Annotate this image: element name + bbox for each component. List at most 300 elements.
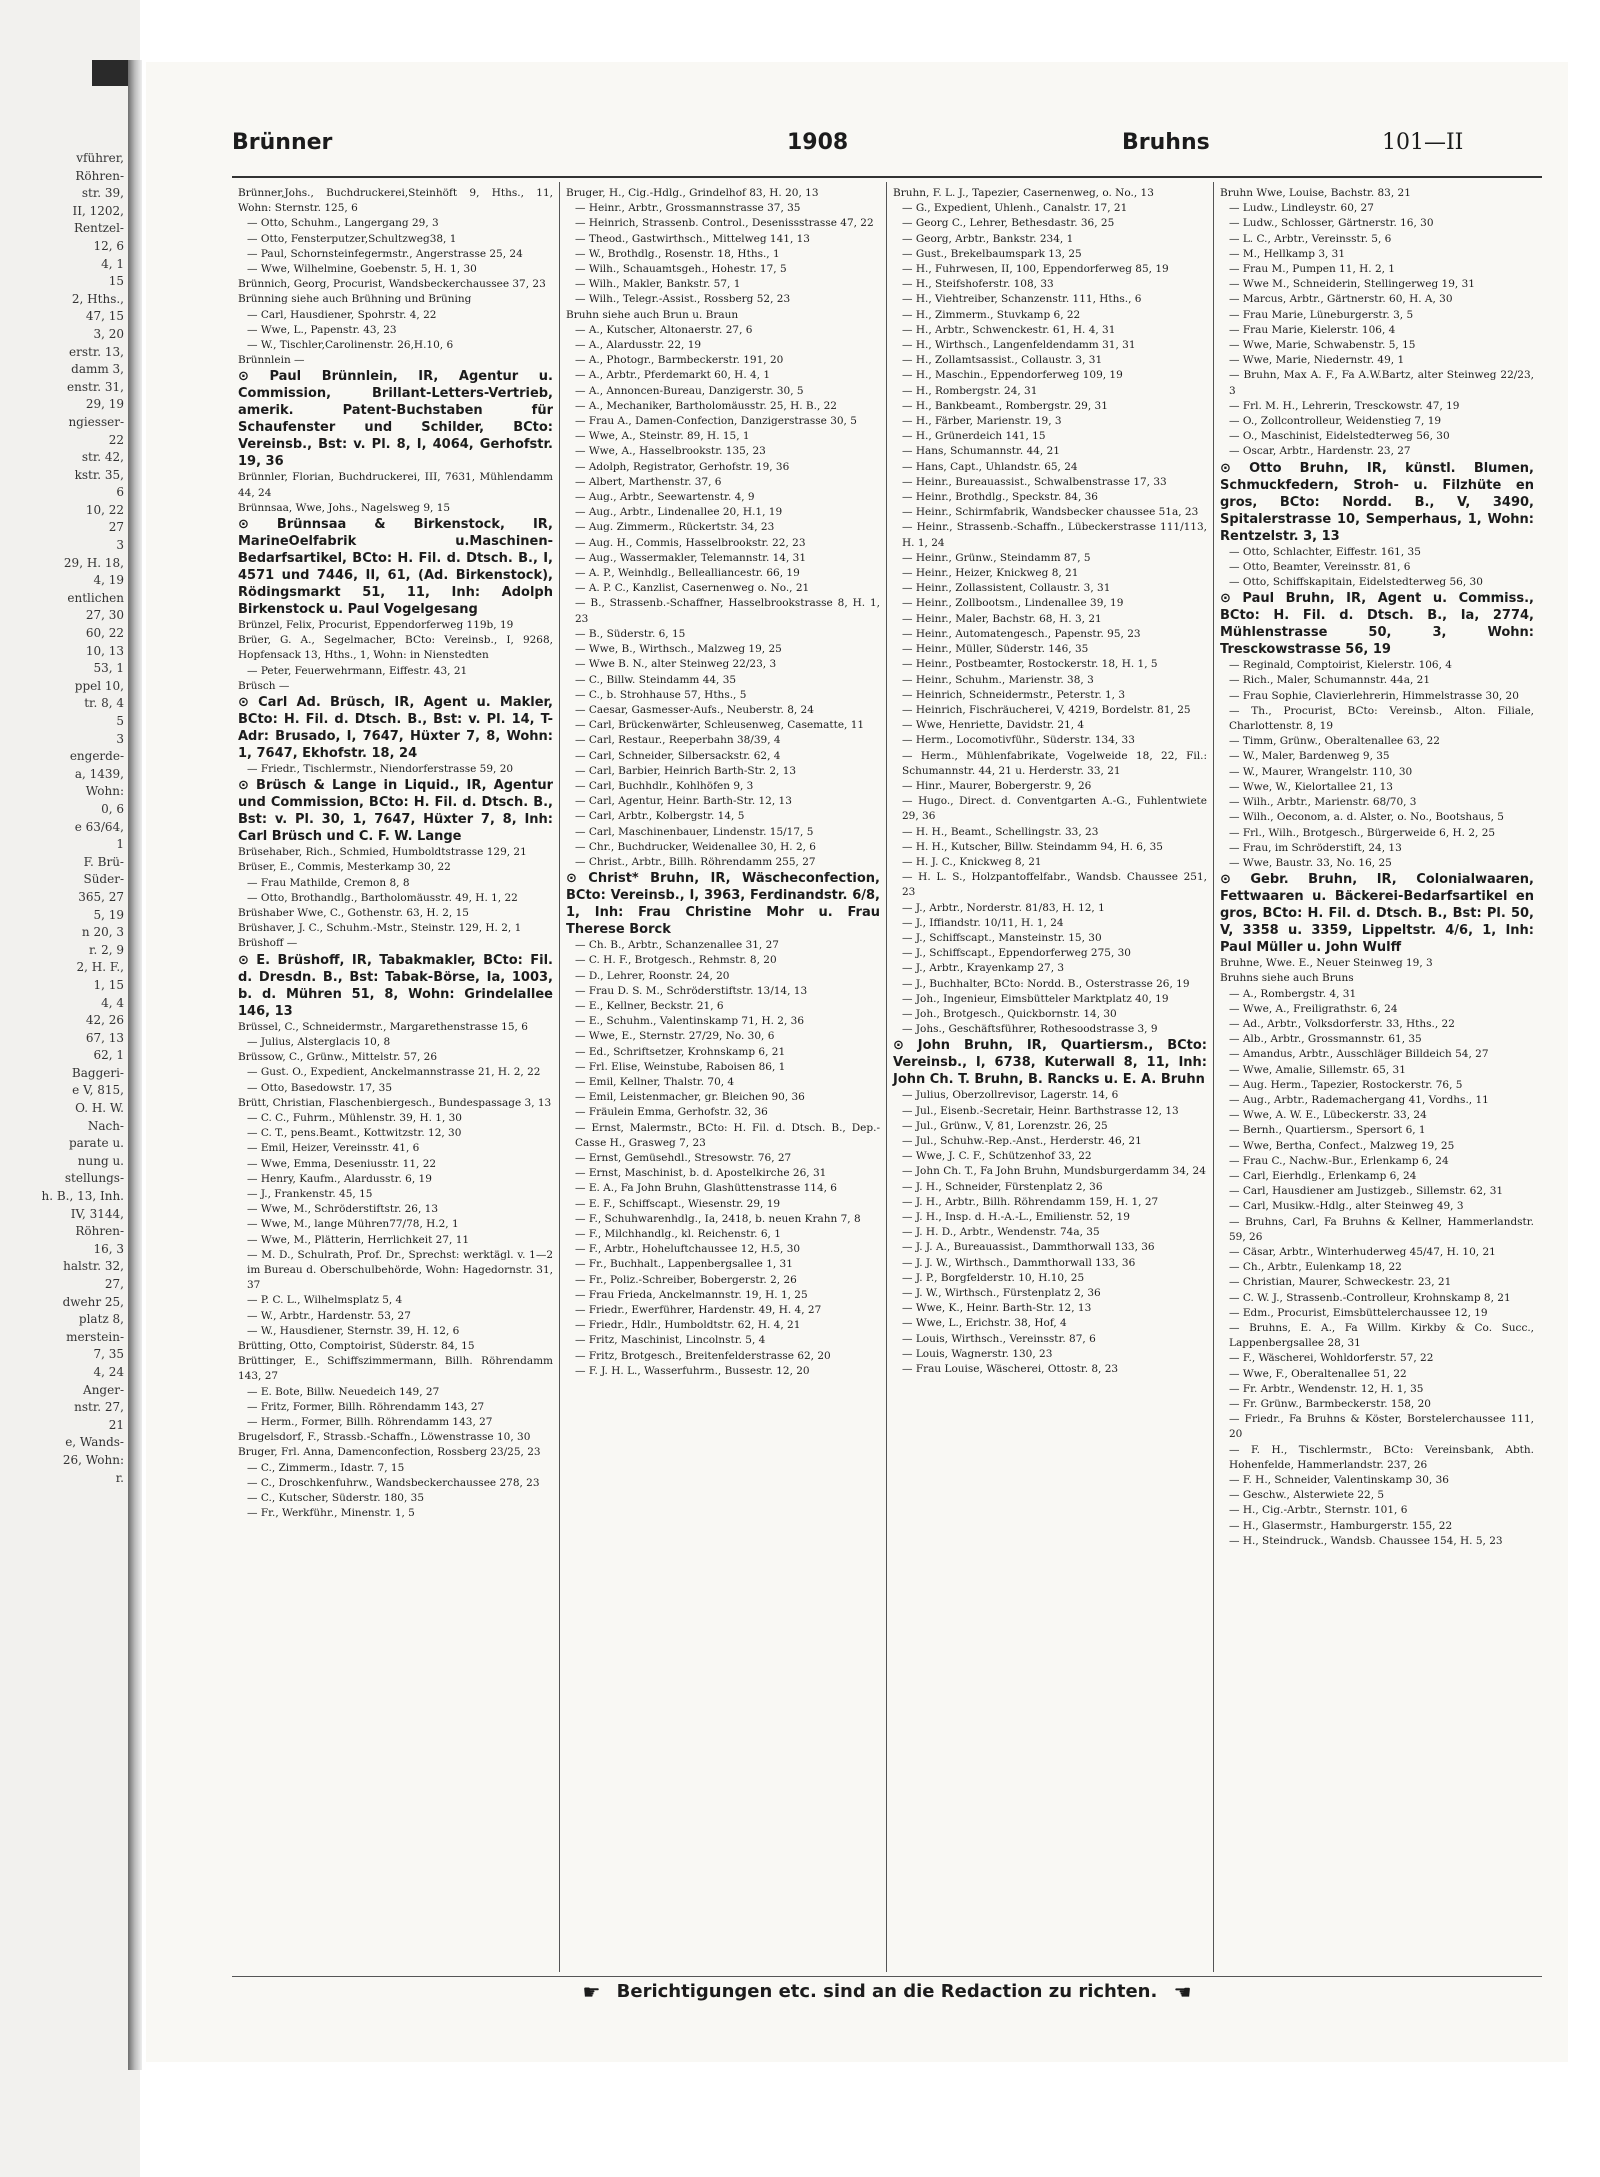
fragment-line: Röhren- bbox=[75, 1224, 124, 1239]
directory-entry: — Gust., Brekelbaumspark 13, 25 bbox=[902, 247, 1082, 260]
directory-entry: — J., Buchhalter, BCto: Nordd. B., Osterstrasse 26, 19 bbox=[902, 977, 1190, 990]
directory-entry: Bruhn Wwe, Louise, Bachstr. 83, 21 bbox=[1220, 187, 1411, 199]
directory-entry: — Carl, Brückenwärter, Schleusenweg, Casematte, 11 bbox=[575, 719, 865, 732]
directory-entry: — A. P. C., Kanzlist, Casernenweg o. No., 21 bbox=[575, 582, 810, 595]
directory-entry: Bruger, H., Cig.-Hdlg., Grindelhof 83, H. 20, 13 bbox=[566, 187, 819, 199]
directory-entry: — H., Grünerdeich 141, 15 bbox=[902, 430, 1046, 443]
directory-entry: — Wwe, Amalie, Sillemstr. 65, 31 bbox=[1229, 1063, 1406, 1076]
directory-entry: — C., b. Strohhause 57, Hths., 5 bbox=[575, 688, 747, 701]
directory-entry: — Heinr., Strassenb.-Schaffn., Lübeckerstrasse 111/113, H. 1, 24 bbox=[902, 521, 1207, 549]
fragment-line: dwehr 25, bbox=[62, 1294, 124, 1309]
directory-entry: Brütt, Christian, Flaschenbiergesch., Bundespassage 3, 13 bbox=[238, 1096, 552, 1109]
directory-entry: Brüttinger, E., Schiffszimmermann, Billh. Röhrendamm 143, 27 bbox=[238, 1355, 553, 1383]
directory-entry: — Fr. Grünw., Barmbeckerstr. 158, 20 bbox=[1229, 1398, 1431, 1410]
fragment-line: 26, Wohn: bbox=[62, 1452, 124, 1467]
directory-entry: — Emil, Leistenmacher, gr. Bleichen 90, 36 bbox=[575, 1091, 805, 1104]
directory-entry: — Wwe, L., Erichstr. 38, Hof, 4 bbox=[902, 1317, 1067, 1330]
directory-entry: — H., Glasermstr., Hamburgerstr. 155, 22 bbox=[1229, 1519, 1453, 1532]
fragment-line: 12, 6 bbox=[93, 238, 124, 253]
directory-entry: — H. J. C., Knickweg 8, 21 bbox=[902, 855, 1042, 868]
directory-entry: — Wwe B. N., alter Steinweg 22/23, 3 bbox=[575, 658, 777, 671]
fragment-line: 10, 13 bbox=[85, 643, 124, 658]
directory-entry: — Wwe, J. C. F., Schützenhof 33, 22 bbox=[902, 1150, 1092, 1163]
fragment-line: nstr. 27, bbox=[74, 1400, 124, 1415]
directory-entry: — Jul., Grünw., V, 81, Lorenzstr. 26, 25 bbox=[902, 1119, 1108, 1132]
directory-entry: Brüsehaber, Rich., Schmied, Humboldtstrasse 129, 21 bbox=[238, 846, 527, 859]
directory-entry: — Heinr., Grünw., Steindamm 87, 5 bbox=[902, 551, 1091, 564]
directory-entry: — J., Arbtr., Norderstr. 81/83, H. 12, 1 bbox=[902, 901, 1105, 914]
directory-entry: — Frau M., Pumpen 11, H. 2, 1 bbox=[1229, 263, 1395, 276]
directory-entry: — Wwe, A., Steinstr. 89, H. 15, 1 bbox=[575, 430, 750, 443]
directory-entry: — Wilh., Oeconom, a. d. Alster, o. No., Bootshaus, 5 bbox=[1229, 811, 1504, 824]
directory-entry: ⊙ E. Brüshoff, IR, Tabakmakler, BCto: Fil. d. Dresdn. B., Bst: Tabak-Börse, Ia, 1003, b. d. Mühren 51, 8, Wohn: Grindelallee 146, 13 bbox=[238, 952, 553, 1019]
fragment-line: Baggeri- bbox=[71, 1065, 124, 1080]
fragment-line: 67, 13 bbox=[85, 1030, 124, 1045]
pointing-hand-right-icon: ☚ bbox=[1173, 1980, 1192, 2004]
directory-entry: — Carl, Hausdiener am Justizgeb., Sillemstr. 62, 31 bbox=[1229, 1185, 1504, 1198]
directory-entry: Brüshaber Wwe, C., Gothenstr. 63, H. 2, 15 bbox=[238, 907, 469, 920]
directory-entry: — Friedr., Fa Bruhns & Köster, Borstelerchaussee 111, 20 bbox=[1229, 1413, 1534, 1441]
directory-entry: — Carl, Schneider, Silbersackstr. 62, 4 bbox=[575, 749, 781, 762]
directory-entry: — Aug., Wassermakler, Telemannstr. 14, 31 bbox=[575, 551, 807, 564]
directory-entry: — Heinrich, Fischräucherei, V, 4219, Bordelstr. 81, 25 bbox=[902, 703, 1191, 716]
header-first-name: Brünner bbox=[232, 130, 333, 155]
fragment-line: 5 bbox=[116, 714, 124, 728]
fragment-line: 27, bbox=[104, 1277, 124, 1291]
directory-entry: — Wilh., Schauamtsgeh., Hohestr. 17, 5 bbox=[575, 263, 787, 276]
directory-entry: — O., Maschinist, Eidelstedterweg 56, 30 bbox=[1229, 430, 1450, 443]
directory-entry: — Carl, Arbtr., Kolbergstr. 14, 5 bbox=[575, 810, 745, 823]
directory-entry: — H. H., Kutscher, Billw. Steindamm 94, H. 6, 35 bbox=[902, 840, 1163, 853]
directory-entry: — Ad., Arbtr., Volksdorferstr. 33, Hths., 22 bbox=[1229, 1017, 1455, 1030]
directory-entry: — Aug. Zimmerm., Rückertstr. 34, 23 bbox=[575, 521, 775, 534]
directory-entry: — Heinrich, Strassenb. Control., Desenissstrasse 47, 22 bbox=[575, 217, 874, 230]
directory-entry: ⊙ Gebr. Bruhn, IR, Colonialwaaren, Fettwaaren u. Bäckerei-Bedarfsartikel en gros, BCto: H. Fil. d. Dtsch. B., Bst: Pl. 50, V, 3358 u. 3359, Lippeltstr. 4/6, 1, Inh: Paul Müller u. John Wulff bbox=[1220, 872, 1534, 956]
directory-entry: Brugelsdorf, F., Strassb.-Schaffn., Löwenstrasse 10, 30 bbox=[238, 1431, 531, 1444]
fragment-line: 15 bbox=[108, 274, 124, 289]
pointing-hand-left-icon: ☛ bbox=[582, 1980, 601, 2004]
directory-entry: — Frau D. S. M., Schröderstiftstr. 13/14, 13 bbox=[575, 984, 808, 997]
fragment-line: str. 39, bbox=[81, 186, 124, 201]
directory-entry: — P. C. L., Wilhelmsplatz 5, 4 bbox=[247, 1294, 403, 1307]
directory-entry: — H., Maschin., Eppendorferweg 109, 19 bbox=[902, 369, 1123, 382]
directory-entry: — Albert, Marthenstr. 37, 6 bbox=[575, 475, 722, 488]
directory-entry: — Frau Mathilde, Cremon 8, 8 bbox=[247, 876, 410, 889]
directory-entry: — H., Steindruck., Wandsb. Chaussee 154, H. 5, 23 bbox=[1229, 1534, 1503, 1547]
directory-entry: — Hugo., Direct. d. Conventgarten A.-G., Fuhlentwiete 29, 36 bbox=[902, 795, 1207, 823]
directory-entry: — Heinr., Postbeamter, Rostockerstr. 18, H. 1, 5 bbox=[902, 658, 1158, 671]
directory-entry: ⊙ Otto Bruhn, IR, künstl. Blumen, Schmuckfedern, Stroh- u. Filzhüte en gros, BCto: Nordd. B., V, 3490, Spitalerstrasse 10, Semperhaus, 1, Wohn: Rentzelstr. 3, 13 bbox=[1220, 460, 1534, 544]
directory-entry: — J. W., Wirthsch., Fürstenplatz 2, 36 bbox=[902, 1287, 1101, 1300]
fragment-line: 29, H. 18, bbox=[63, 555, 124, 570]
directory-entry: — Heinrich, Schneidermstr., Peterstr. 1, 3 bbox=[902, 688, 1126, 701]
directory-entry: — John Ch. T., Fa John Bruhn, Mundsburgerdamm 34, 24 bbox=[902, 1165, 1206, 1178]
directory-entry: — D., Lehrer, Roonstr. 24, 20 bbox=[575, 969, 730, 982]
directory-entry: Brütting, Otto, Comptoirist, Süderstr. 84, 15 bbox=[238, 1339, 475, 1352]
directory-entry: — Wwe, A., Freiligrathstr. 6, 24 bbox=[1229, 1002, 1398, 1015]
directory-entry: — Louis, Wirthsch., Vereinsstr. 87, 6 bbox=[902, 1332, 1096, 1345]
column-2 bbox=[559, 182, 886, 1972]
directory-entry: — Carl, Hausdiener, Spohrstr. 4, 22 bbox=[247, 308, 437, 321]
directory-entry: — Ernst, Maschinist, b. d. Apostelkirche 26, 31 bbox=[575, 1167, 827, 1180]
fragment-line: r. bbox=[115, 1470, 124, 1485]
directory-entry: — Wwe, Marie, Niedernstr. 49, 1 bbox=[1229, 354, 1405, 367]
directory-entry: Brünnsaa, Wwe, Johs., Nagelsweg 9, 15 bbox=[238, 501, 451, 514]
fragment-line: 7, 35 bbox=[93, 1347, 124, 1362]
header-year: 1908 bbox=[787, 130, 849, 155]
directory-entry: — Wwe, Marie, Schwabenstr. 5, 15 bbox=[1229, 339, 1416, 352]
directory-entry: — Fr., Buchhalt., Lappenbergsallee 1, 31 bbox=[575, 1258, 793, 1271]
fragment-line: 3 bbox=[116, 731, 124, 746]
directory-entry: Bruger, Frl. Anna, Damenconfection, Rossberg 23/25, 23 bbox=[238, 1446, 541, 1459]
directory-entry: — Bruhn, Max A. F., Fa A.W.Bartz, alter Steinweg 22/23, 3 bbox=[1229, 369, 1534, 397]
directory-entry: — W., Maurer, Wrangelstr. 110, 30 bbox=[1229, 765, 1413, 778]
directory-entry: — H., Zimmerm., Stuvkamp 6, 22 bbox=[902, 308, 1081, 321]
directory-entry: — H., Färber, Marienstr. 19, 3 bbox=[902, 415, 1062, 428]
fragment-line: 1, 15 bbox=[93, 977, 124, 992]
fragment-line: 27, 30 bbox=[85, 608, 124, 623]
footer-rule bbox=[232, 1976, 1542, 1977]
column-3 bbox=[886, 182, 1213, 1972]
directory-entry: — A., Kutscher, Altonaerstr. 27, 6 bbox=[575, 323, 753, 336]
directory-entry: — C., Droschkenfuhrw., Wandsbeckerchaussee 278, 23 bbox=[247, 1476, 540, 1489]
directory-entry: — Aug. Herm., Tapezier, Rostockerstr. 76, 5 bbox=[1229, 1078, 1463, 1091]
directory-entry: — J. J. A., Bureauassist., Dammthorwall 133, 36 bbox=[902, 1241, 1155, 1254]
fragment-line: stellungs- bbox=[64, 1171, 124, 1186]
fragment-line: vführer, bbox=[76, 151, 124, 165]
fragment-line: 4, 19 bbox=[93, 573, 124, 588]
directory-entry: — Edm., Procurist, Eimsbüttelerchaussee 12, 19 bbox=[1229, 1306, 1488, 1319]
directory-entry: — Emil, Heizer, Vereinsstr. 41, 6 bbox=[247, 1142, 420, 1155]
directory-entry: — L. C., Arbtr., Vereinsstr. 5, 6 bbox=[1229, 232, 1392, 245]
directory-entry: — Caesar, Gasmesser-Aufs., Neuberstr. 8, 24 bbox=[575, 703, 814, 716]
directory-entry: Brüshoff — bbox=[238, 937, 298, 950]
directory-entry: — Friedr., Hdlr., Humboldtstr. 62, H. 4, 21 bbox=[575, 1319, 801, 1332]
directory-entry: — Otto, Schuhm., Langergang 29, 3 bbox=[247, 217, 439, 230]
directory-entry: ⊙ Paul Brünnlein, IR, Agentur u. Commission, Brillant-Letters-Vertrieb, amerik. Patent-Buchstaben für Schaufenster und Schilder, BCto: Vereinsb., Bst: v. Pl. 8, I, 4064, Gerhofstr. 19, 36 bbox=[238, 369, 553, 470]
directory-entry: — Geschw., Alsterwiete 22, 5 bbox=[1229, 1489, 1385, 1502]
directory-entry: — M. D., Schulrath, Prof. Dr., Sprechst: werktägl. v. 1—2 im Bureau d. Oberschulbehörde, Wohn: Hagedornstr. 31, 37 bbox=[247, 1248, 553, 1292]
directory-entry: — W., Hausdiener, Sternstr. 39, H. 12, 6 bbox=[247, 1324, 460, 1337]
directory-entry: — C., Billw. Steindamm 44, 35 bbox=[575, 673, 737, 686]
fragment-line: Röhren- bbox=[75, 168, 124, 183]
directory-entry: — Georg C., Lehrer, Bethesdastr. 36, 25 bbox=[902, 217, 1115, 230]
directory-entry: — E. Bote, Billw. Neuedeich 149, 27 bbox=[247, 1385, 440, 1398]
directory-entry: — H., Bankbeamt., Rombergstr. 29, 31 bbox=[902, 399, 1108, 412]
directory-entry: — Julius, Alsterglacis 10, 8 bbox=[247, 1035, 391, 1048]
directory-entry: — Wwe, L., Papenstr. 43, 23 bbox=[247, 323, 397, 336]
directory-entry: — J. J. W., Wirthsch., Dammthorwall 133, 36 bbox=[902, 1256, 1136, 1269]
directory-entry: — Hans, Schumannstr. 44, 21 bbox=[902, 445, 1060, 458]
directory-entry: — J. H. D., Arbtr., Wendenstr. 74a, 35 bbox=[902, 1226, 1100, 1239]
directory-entry: — Wwe, Henriette, Davidstr. 21, 4 bbox=[902, 719, 1085, 732]
directory-entry: — Heinr., Zollbootsm., Lindenallee 39, 19 bbox=[902, 597, 1124, 610]
fragment-line: str. 42, bbox=[81, 450, 124, 465]
directory-entry: — H., Viehtreiber, Schanzenstr. 111, Hths., 6 bbox=[902, 293, 1142, 306]
directory-entry: — J., Iffiandstr. 10/11, H. 1, 24 bbox=[902, 916, 1064, 929]
directory-entry: — Frau, im Schröderstift, 24, 13 bbox=[1229, 841, 1402, 854]
directory-entry: — A. P., Weinhdlg., Bellealliancestr. 66, 19 bbox=[575, 567, 800, 580]
directory-entry: — Carl, Barbier, Heinrich Barth-Str. 2, 13 bbox=[575, 764, 797, 777]
directory-entry: — Fr., Poliz.-Schreiber, Bobergerstr. 2, 26 bbox=[575, 1273, 797, 1286]
directory-entry: Brüer, G. A., Segelmacher, BCto: Vereinsb., I, 9268, Hopfensack 13, Hths., 1, Wohn: in Nienstedten bbox=[238, 634, 553, 662]
directory-entry: Brüssel, C., Schneidermstr., Margarethenstrasse 15, 6 bbox=[238, 1020, 528, 1033]
directory-entry: — Henry, Kaufm., Alardusstr. 6, 19 bbox=[247, 1172, 432, 1185]
directory-entry: — Ch. B., Arbtr., Schanzenallee 31, 27 bbox=[575, 939, 779, 952]
directory-entry: — F., Milchhandlg., kl. Reichenstr. 6, 1 bbox=[575, 1228, 781, 1240]
directory-entry: — Wilh., Arbtr., Marienstr. 68/70, 3 bbox=[1229, 796, 1417, 809]
fragment-line: halstr. 32, bbox=[63, 1259, 124, 1274]
directory-entry: — Otto, Schiffskapitain, Eidelstedterweg 56, 30 bbox=[1229, 576, 1483, 589]
directory-entry: Bruhne, Wwe. E., Neuer Steinweg 19, 3 bbox=[1220, 957, 1433, 970]
directory-entry: — Fritz, Maschinist, Lincolnstr. 5, 4 bbox=[575, 1334, 766, 1347]
directory-entry: — Joh., Brotgesch., Quickbornstr. 14, 30 bbox=[902, 1007, 1117, 1020]
directory-entry: — Cäsar, Arbtr., Winterhuderweg 45/47, H. 10, 21 bbox=[1229, 1245, 1496, 1258]
directory-entry: — Wwe, E., Sternstr. 27/29, No. 30, 6 bbox=[575, 1030, 775, 1043]
fragment-line: tr. 8, 4 bbox=[84, 696, 124, 711]
directory-entry: — J., Arbtr., Krayenkamp 27, 3 bbox=[902, 962, 1065, 975]
fragment-line: nung u. bbox=[77, 1153, 124, 1168]
directory-entry: — C. W. J., Strassenb.-Controlleur, Krohnskamp 8, 21 bbox=[1229, 1291, 1511, 1304]
directory-entry: — Herm., Mühlenfabrikate, Vogelweide 18, 22, Fil.: Schumannstr. 44, 21 u. Herderstr. 33, 21 bbox=[902, 749, 1207, 777]
directory-entry: — Wwe M., Schneiderin, Stellingerweg 19, 31 bbox=[1229, 278, 1475, 291]
directory-entry: — Ch., Arbtr., Eulenkamp 18, 22 bbox=[1229, 1261, 1402, 1274]
directory-entry: — H., Rombergstr. 24, 31 bbox=[902, 384, 1038, 397]
directory-entry: — J. H., Insp. d. H.-A.-L., Emilienstr. 52, 19 bbox=[902, 1211, 1130, 1223]
directory-entry: — F. J. H. L., Wasserfuhrm., Bussestr. 12, 20 bbox=[575, 1364, 810, 1377]
directory-entry: — G., Expedient, Uhlenh., Canalstr. 17, 21 bbox=[902, 202, 1128, 215]
directory-entry: — Hinr., Maurer, Bobergerstr. 9, 26 bbox=[902, 779, 1092, 792]
directory-entry: — Carl, Musikw.-Hdlg., alter Steinweg 49, 3 bbox=[1229, 1200, 1464, 1213]
directory-entry: — Th., Procurist, BCto: Vereinsb., Alton. Filiale, Charlottenstr. 8, 19 bbox=[1229, 704, 1534, 733]
directory-entry: — Wilh., Telegr.-Assist., Rossberg 52, 23 bbox=[575, 293, 791, 306]
directory-entry: — B., Strassenb.-Schaffner, Hasselbrookstrasse 8, H. 1, 23 bbox=[575, 597, 880, 625]
directory-entry: — Christ., Arbtr., Billh. Röhrendamm 255, 27 bbox=[575, 855, 816, 868]
directory-entry: — Friedr., Tischlermstr., Niendorferstrasse 59, 20 bbox=[247, 763, 514, 776]
fragment-line: 60, 22 bbox=[85, 626, 124, 641]
fragment-line: e, Wands- bbox=[65, 1435, 124, 1450]
directory-entry: — Bernh., Quartiersm., Spersort 6, 1 bbox=[1229, 1124, 1426, 1137]
fragment-line: ngiesser- bbox=[68, 414, 124, 429]
fragment-line: 16, 3 bbox=[93, 1241, 124, 1256]
directory-entry: — Wwe, M., lange Mühren77/78, H.2, 1 bbox=[247, 1218, 459, 1231]
fragment-line: II, 1202, bbox=[72, 203, 124, 218]
directory-entry: — F. H., Tischlermstr., BCto: Vereinsbank, Abth. Hohenfelde, Hammerlandstr. 237, 26 bbox=[1229, 1443, 1534, 1471]
fragment-line: 47, 15 bbox=[85, 309, 124, 324]
directory-entry: — Frl. M. H., Lehrerin, Tresckowstr. 47, 19 bbox=[1229, 399, 1460, 412]
directory-entry: — A., Photogr., Barmbeckerstr. 191, 20 bbox=[575, 354, 784, 367]
directory-entry: — Alb., Arbtr., Grossmannstr. 61, 35 bbox=[1229, 1033, 1422, 1046]
fragment-line: O. H. W. bbox=[75, 1101, 124, 1116]
fragment-line: Süder- bbox=[83, 872, 124, 887]
directory-entry: — C. T., pens.Beamt., Kottwitzstr. 12, 30 bbox=[247, 1127, 462, 1140]
directory-entry: — A., Arbtr., Pferdemarkt 60, H. 4, 1 bbox=[575, 369, 771, 382]
directory-entry: — Marcus, Arbtr., Gärtnerstr. 60, H. A, 30 bbox=[1229, 293, 1453, 306]
fragment-line: 0, 6 bbox=[101, 801, 124, 816]
directory-entry: — W., Arbtr., Hardenstr. 53, 27 bbox=[247, 1309, 411, 1322]
fragment-line: 2, H. F., bbox=[76, 960, 124, 975]
directory-entry: — E., Kellner, Beckstr. 21, 6 bbox=[575, 999, 724, 1012]
directory-entry: — Frau A., Damen-Confection, Danzigerstrasse 30, 5 bbox=[575, 415, 857, 428]
directory-entry: Brünnlein — bbox=[238, 354, 305, 367]
directory-entry: — Carl, Eierhdlg., Erlenkamp 6, 24 bbox=[1229, 1169, 1417, 1182]
directory-entry: — Otto, Beamter, Vereinsstr. 81, 6 bbox=[1229, 560, 1411, 573]
directory-entry: — C., Zimmerm., Idastr. 7, 15 bbox=[247, 1461, 405, 1474]
directory-entry: — Wwe, M., Schröderstiftstr. 26, 13 bbox=[247, 1203, 439, 1216]
directory-entry: — A., Alardusstr. 22, 19 bbox=[575, 339, 702, 352]
fragment-line: engerde- bbox=[69, 749, 124, 764]
directory-entry: — Aug., Arbtr., Rademachergang 41, Vordhs., 11 bbox=[1229, 1093, 1489, 1106]
directory-entry: — Hans, Capt., Uhlandstr. 65, 24 bbox=[902, 460, 1078, 473]
directory-entry: ⊙ John Bruhn, IR, Quartiersm., BCto: Vereinsb., I, 6738, Kuterwall 8, 11, Inh: John Ch. T. Bruhn, B. Rancks u. E. A. Bruhn bbox=[893, 1038, 1207, 1088]
fragment-line: platz 8, bbox=[78, 1312, 124, 1327]
fragment-line: e 63/64, bbox=[74, 819, 124, 834]
directory-entry: — J., Schiffscapt., Mansteinstr. 15, 30 bbox=[902, 931, 1102, 944]
directory-entry: — Heinr., Arbtr., Grossmannstrasse 37, 35 bbox=[575, 202, 801, 215]
directory-entry: — Fritz, Former, Billh. Röhrendamm 143, 27 bbox=[247, 1400, 485, 1413]
directory-entry: — Carl, Agentur, Heinr. Barth-Str. 12, 13 bbox=[575, 795, 792, 808]
fragment-line: kstr. 35, bbox=[74, 467, 124, 482]
directory-entry: — C. H. F., Brotgesch., Rehmstr. 8, 20 bbox=[575, 954, 777, 967]
directory-entry: — H., Wirthsch., Langenfeldendamm 31, 31 bbox=[902, 339, 1136, 352]
directory-entry: — Rich., Maler, Schumannstr. 44a, 21 bbox=[1229, 674, 1431, 687]
directory-entry: — J., Schiffscapt., Eppendorferweg 275, 30 bbox=[902, 947, 1131, 960]
fragment-line: merstein- bbox=[66, 1329, 124, 1344]
directory-entry: Brünnich, Georg, Procurist, Wandsbeckerchaussee 37, 23 bbox=[238, 278, 546, 291]
directory-entry: — Wwe, W., Kielortallee 21, 13 bbox=[1229, 780, 1393, 793]
directory-entry: — Heinr., Zollassistent, Collaustr. 3, 31 bbox=[902, 582, 1111, 595]
fragment-line: IV, 3144, bbox=[70, 1206, 124, 1221]
header-last-name: Bruhns bbox=[1122, 130, 1210, 155]
fragment-line: 4, 1 bbox=[101, 256, 124, 271]
directory-entry: — B., Süderstr. 6, 15 bbox=[575, 627, 686, 640]
fragment-line: h. B., 13, Inh. bbox=[41, 1189, 124, 1204]
directory-entry: — Heinr., Automatengesch., Papenstr. 95, 23 bbox=[902, 627, 1141, 640]
directory-entry: — Otto, Basedowstr. 17, 35 bbox=[247, 1081, 393, 1094]
directory-entry: — W., Maler, Bardenweg 9, 35 bbox=[1229, 750, 1390, 763]
book-gutter bbox=[128, 60, 142, 2070]
directory-entry: — Frau Marie, Kielerstr. 106, 4 bbox=[1229, 323, 1396, 336]
directory-entry: — H., Steifshoferstr. 108, 33 bbox=[902, 278, 1054, 291]
fragment-line: Nach- bbox=[87, 1118, 124, 1133]
directory-entry: — Frau Marie, Lüneburgerstr. 3, 5 bbox=[1229, 308, 1414, 321]
directory-entry: — Herm., Former, Billh. Röhrendamm 143, 27 bbox=[247, 1415, 493, 1428]
fragment-line: Anger- bbox=[83, 1382, 124, 1397]
directory-entry: — Fräulein Emma, Gerhofstr. 32, 36 bbox=[575, 1106, 768, 1119]
directory-entry: — Wilh., Makler, Bankstr. 57, 1 bbox=[575, 278, 741, 291]
fragment-line: a, 1439, bbox=[74, 766, 124, 781]
directory-entry: — E. A., Fa John Bruhn, Glashüttenstrasse 114, 6 bbox=[575, 1182, 837, 1195]
fragment-line: 1 bbox=[116, 837, 124, 852]
directory-entry: — Ludw., Schlosser, Gärtnerstr. 16, 30 bbox=[1229, 217, 1434, 230]
fragment-line: damm 3, bbox=[71, 362, 124, 377]
directory-entry: — Peter, Feuerwehrmann, Eiffestr. 43, 21 bbox=[247, 664, 468, 677]
fragment-line: entlichen bbox=[67, 590, 124, 605]
directory-entry: — F., Arbtr., Hoheluftchaussee 12, H.5, 30 bbox=[575, 1243, 801, 1256]
footer-notice: Berichtigungen etc. sind an die Redaction zu richten. bbox=[616, 1981, 1158, 2002]
fragment-line: erstr. 13, bbox=[69, 344, 124, 359]
directory-entry: — Wwe, B., Wirthsch., Malzweg 19, 25 bbox=[575, 643, 782, 656]
directory-entry: — Aug., Arbtr., Seewartenstr. 4, 9 bbox=[575, 491, 755, 504]
directory-entry: — Frau Sophie, Clavierlehrerin, Himmelstrasse 30, 20 bbox=[1229, 689, 1519, 702]
directory-entry: — Otto, Brothandlg., Bartholomäusstr. 49, H. 1, 22 bbox=[247, 891, 518, 904]
directory-entry: — Otto, Fensterputzer,Schultzweg38, 1 bbox=[247, 232, 457, 245]
fragment-line: 365, 27 bbox=[78, 889, 124, 904]
directory-entry: — Chr., Buchdrucker, Weidenallee 30, H. 2, 6 bbox=[575, 840, 816, 853]
directory-entry: — H., Fuhrwesen, II, 100, Eppendorferweg 85, 19 bbox=[902, 263, 1169, 276]
fragment-line: 62, 1 bbox=[93, 1048, 124, 1063]
directory-entry: Bruhn siehe auch Brun u. Braun bbox=[566, 308, 739, 321]
directory-entry: — C. C., Fuhrm., Mühlenstr. 39, H. 1, 30 bbox=[247, 1111, 462, 1124]
directory-entry: — Fr. Arbtr., Wendenstr. 12, H. 1, 35 bbox=[1229, 1382, 1424, 1395]
directory-entry: — Frau Louise, Wäscherei, Ottostr. 8, 23 bbox=[902, 1363, 1119, 1376]
directory-entry: Brüsch — bbox=[238, 679, 290, 692]
directory-entry: — Gust. O., Expedient, Anckelmannstrasse 21, H. 2, 22 bbox=[247, 1066, 541, 1079]
directory-entry: — J. H., Schneider, Fürstenplatz 2, 36 bbox=[902, 1180, 1103, 1193]
directory-entry: — Carl, Maschinenbauer, Lindenstr. 15/17, 5 bbox=[575, 825, 814, 838]
facing-page-fragment bbox=[0, 150, 124, 2020]
directory-entry: — Jul., Schuhw.-Rep.-Anst., Herderstr. 46, 21 bbox=[902, 1134, 1142, 1147]
directory-entry: — H., Arbtr., Schwenckestr. 61, H. 4, 31 bbox=[902, 323, 1116, 336]
directory-entry: — Wwe, A., Hasselbrookstr. 135, 23 bbox=[575, 445, 766, 458]
directory-entry: — Heinr., Bureauassist., Schwalbenstrasse 17, 33 bbox=[902, 475, 1167, 488]
fragment-line: n 20, 3 bbox=[81, 925, 124, 940]
directory-entry: — E., Schuhm., Valentinskamp 71, H. 2, 36 bbox=[575, 1015, 805, 1028]
directory-entry: — Aug. H., Commis, Hasselbrookstr. 22, 23 bbox=[575, 536, 806, 549]
directory-entry: ⊙ Paul Bruhn, IR, Agent u. Commiss., BCto: H. Fil. d. Dtsch. B., Ia, 2774, Mühlenstrasse 50, 3, Wohn: Tresckowstrasse 56, 19 bbox=[1220, 591, 1534, 658]
fragment-line: 10, 22 bbox=[85, 502, 124, 517]
fragment-line: Wohn: bbox=[85, 784, 124, 799]
directory-entry: — W., Tischler,Carolinenstr. 26,H.10, 6 bbox=[247, 339, 454, 352]
directory-entry: — Wwe, Baustr. 33, No. 16, 25 bbox=[1229, 856, 1392, 869]
directory-entry: — Heinr., Schuhm., Marienstr. 38, 3 bbox=[902, 673, 1094, 686]
directory-entry: — Heinr., Müller, Süderstr. 146, 35 bbox=[902, 643, 1089, 656]
directory-entry: — J., Frankenstr. 45, 15 bbox=[247, 1187, 373, 1200]
directory-entry: — Bruhns, E. A., Fa Willm. Kirkby & Co. Succ., Lappenbergsallee 28, 31 bbox=[1229, 1321, 1534, 1350]
directory-entry: — W., Brothdlg., Rosenstr. 18, Hths., 1 bbox=[575, 247, 780, 260]
fragment-line: 22 bbox=[108, 432, 124, 447]
directory-entry: — Wwe, K., Heinr. Barth-Str. 12, 13 bbox=[902, 1302, 1092, 1315]
directory-entry: — F., Schuhwarenhdlg., Ia, 2418, b. neuen Krahn 7, 8 bbox=[575, 1212, 861, 1225]
directory-entry: — Ernst, Malermstr., BCto: H. Fil. d. Dtsch. B., Dep.-Casse H., Grasweg 7, 23 bbox=[575, 1121, 880, 1149]
directory-entry: — Friedr., Ewerführer, Hardenstr. 49, H. 4, 27 bbox=[575, 1304, 822, 1317]
directory-entry: — Carl, Buchhdlr., Kohlhöfen 9, 3 bbox=[575, 779, 754, 792]
directory-entry: Brünnler, Florian, Buchdruckerei, III, 7631, Mühlendamm 44, 24 bbox=[238, 471, 553, 499]
directory-entry: — C., Kutscher, Süderstr. 180, 35 bbox=[247, 1491, 425, 1504]
directory-entry: Brünner,Johs., Buchdruckerei,Steinhöft 9, Hths., 11, Wohn: Sternstr. 125, 6 bbox=[238, 187, 553, 215]
fragment-line: r. 2, 9 bbox=[89, 942, 124, 957]
directory-entry: — F., Wäscherei, Wohldorferstr. 57, 22 bbox=[1229, 1352, 1434, 1365]
directory-entry: — A., Mechaniker, Bartholomäusstr. 25, H. B., 22 bbox=[575, 399, 837, 412]
fragment-line: 2, Hths., bbox=[71, 291, 124, 306]
fragment-line: 5, 19 bbox=[93, 907, 124, 922]
directory-entry: — H. L. S., Holzpantoffelfabr., Wandsb. Chaussee 251, 23 bbox=[902, 871, 1207, 899]
directory-entry: Brüshaver, J. C., Schuhm.-Mstr., Steinstr. 129, H. 2, 1 bbox=[238, 922, 522, 935]
column-1 bbox=[232, 182, 559, 1972]
directory-entry: Brünning siehe auch Brühning und Brüning bbox=[238, 293, 472, 306]
directory-entry: ⊙ Carl Ad. Brüsch, IR, Agent u. Makler, BCto: H. Fil. d. Dtsch. B., Bst: v. Pl. 14, T-Adr: Brusado, I, 7647, Hüxter 7, 8, Wohn: 1, 7647, Ekhofstr. 18, 24 bbox=[238, 695, 553, 762]
directory-entry: — Otto, Schlachter, Eiffestr. 161, 35 bbox=[1229, 545, 1421, 558]
directory-entry: — Amandus, Arbtr., Ausschläger Billdeich 54, 27 bbox=[1229, 1048, 1489, 1061]
directory-entry: — Wwe, A. W. E., Lübeckerstr. 33, 24 bbox=[1229, 1109, 1427, 1122]
directory-entry: — M., Hellkamp 3, 31 bbox=[1229, 247, 1346, 260]
directory-entry: — H., Cig.-Arbtr., Sternstr. 101, 6 bbox=[1229, 1504, 1408, 1517]
directory-entry: — Aug., Arbtr., Lindenallee 20, H.1, 19 bbox=[575, 506, 783, 519]
directory-entry: — Carl, Restaur., Reeperbahn 38/39, 4 bbox=[575, 734, 781, 747]
directory-entry: — Theod., Gastwirthsch., Mittelweg 141, 13 bbox=[575, 232, 810, 245]
header-page-number: 101—II bbox=[1382, 130, 1464, 155]
directory-entry: — Wwe, F., Oberaltenallee 51, 22 bbox=[1229, 1367, 1407, 1380]
